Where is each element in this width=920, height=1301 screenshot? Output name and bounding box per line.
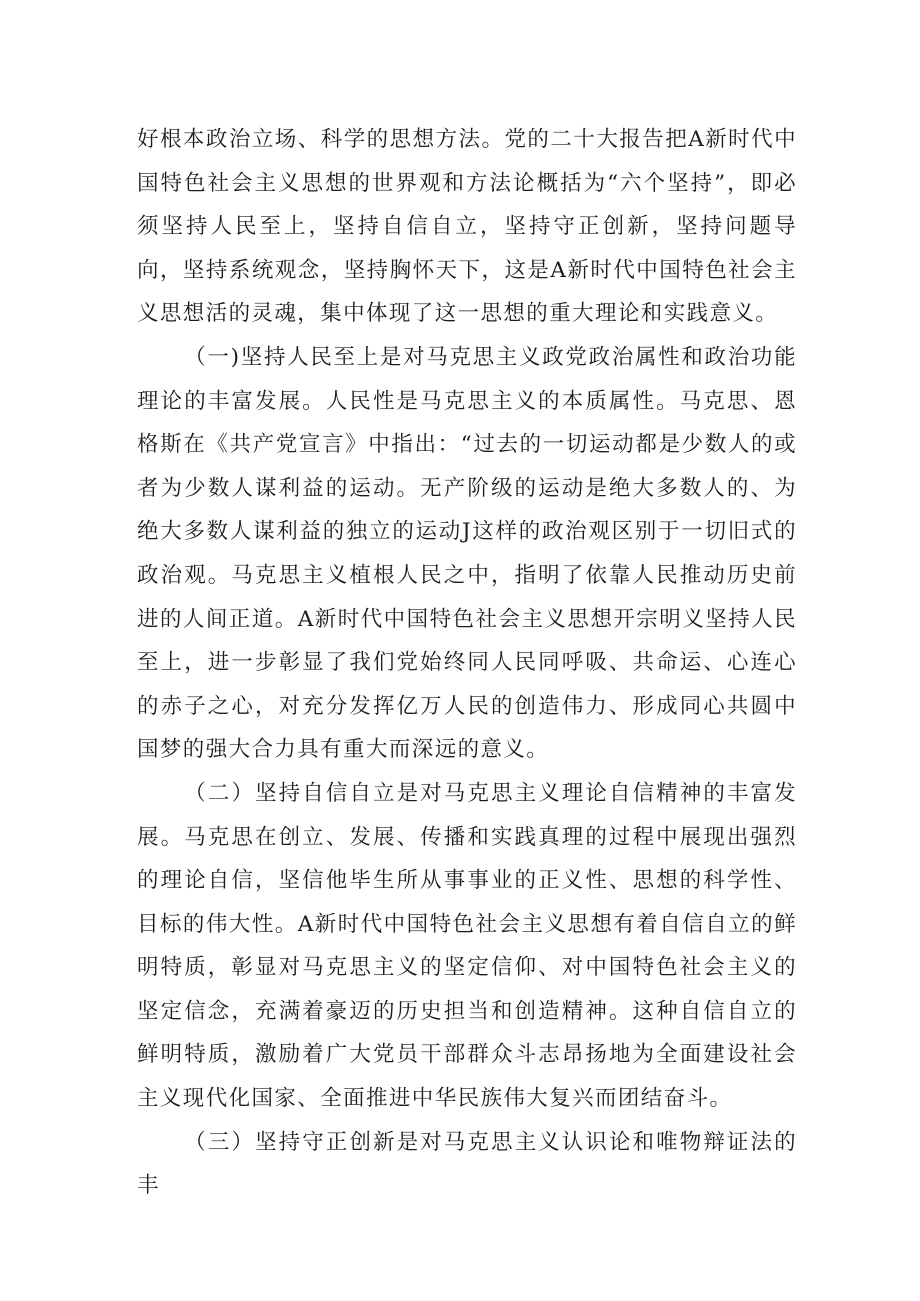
document-page xyxy=(137,118,797,1208)
paragraph-section-1: （一)坚持人民至上是对马克思主义政党政治属性和政治功能理论的丰富发展。人民性是马克思主义的本质属性。马克思、恩格斯在《共产党宣言》中指出：“过去的一切运动都是少数人的或者为少数人谋利益的运动。无产阶级的运动是绝大多数人的、为绝大多数人谋利益的独立的运动J这样的政治观区别于一切旧式的政治观。马克思主义植根人民之中，指明了依靠人民推动历史前进的人间正道。A新时代中国特色社会主义思想开宗明义坚持人民至上，进一步彰显了我们党始终同人民同呼吸、共命运、心连心的赤子之心，对充分发挥亿万人民的创造伟力、形成同心共圆中国梦的强大合力具有重大而深远的意义。 xyxy=(137,344,797,763)
paragraph-section-3: （三）坚持守正创新是对马克思主义认识论和唯物辩证法的丰 xyxy=(137,1129,797,1199)
paragraph-intro: 好根本政治立场、科学的思想方法。党的二十大报告把A新时代中国特色社会主义思想的世界观和方法论概括为“六个坚持”，即必须坚持人民至上，坚持自信自立，坚持守正创新，坚持问题导向，坚持系统观念，坚持胸怀天下，这是A新时代中国特色社会主义思想活的灵魂，集中体现了这一思想的重大理论和实践意义。 xyxy=(137,127,797,327)
paragraph-section-2: （二）坚持自信自立是对马克思主义理论自信精神的丰富发展。马克思在创立、发展、传播和实践真理的过程中展现出强烈的理论自信，坚信他毕生所从事事业的正义性、思想的科学性、目标的伟大性。A新时代中国特色社会主义思想有着自信自立的鲜明特质，彰显对马克思主义的坚定信仰、对中国特色社会主义的坚定信念，充满着豪迈的历史担当和创造精神。这种自信自立的鲜明特质，激励着广大党员干部群众斗志昂扬地为全面建设社会主义现代化国家、全面推进中华民族伟大复兴而团结奋斗。 xyxy=(137,780,797,1112)
